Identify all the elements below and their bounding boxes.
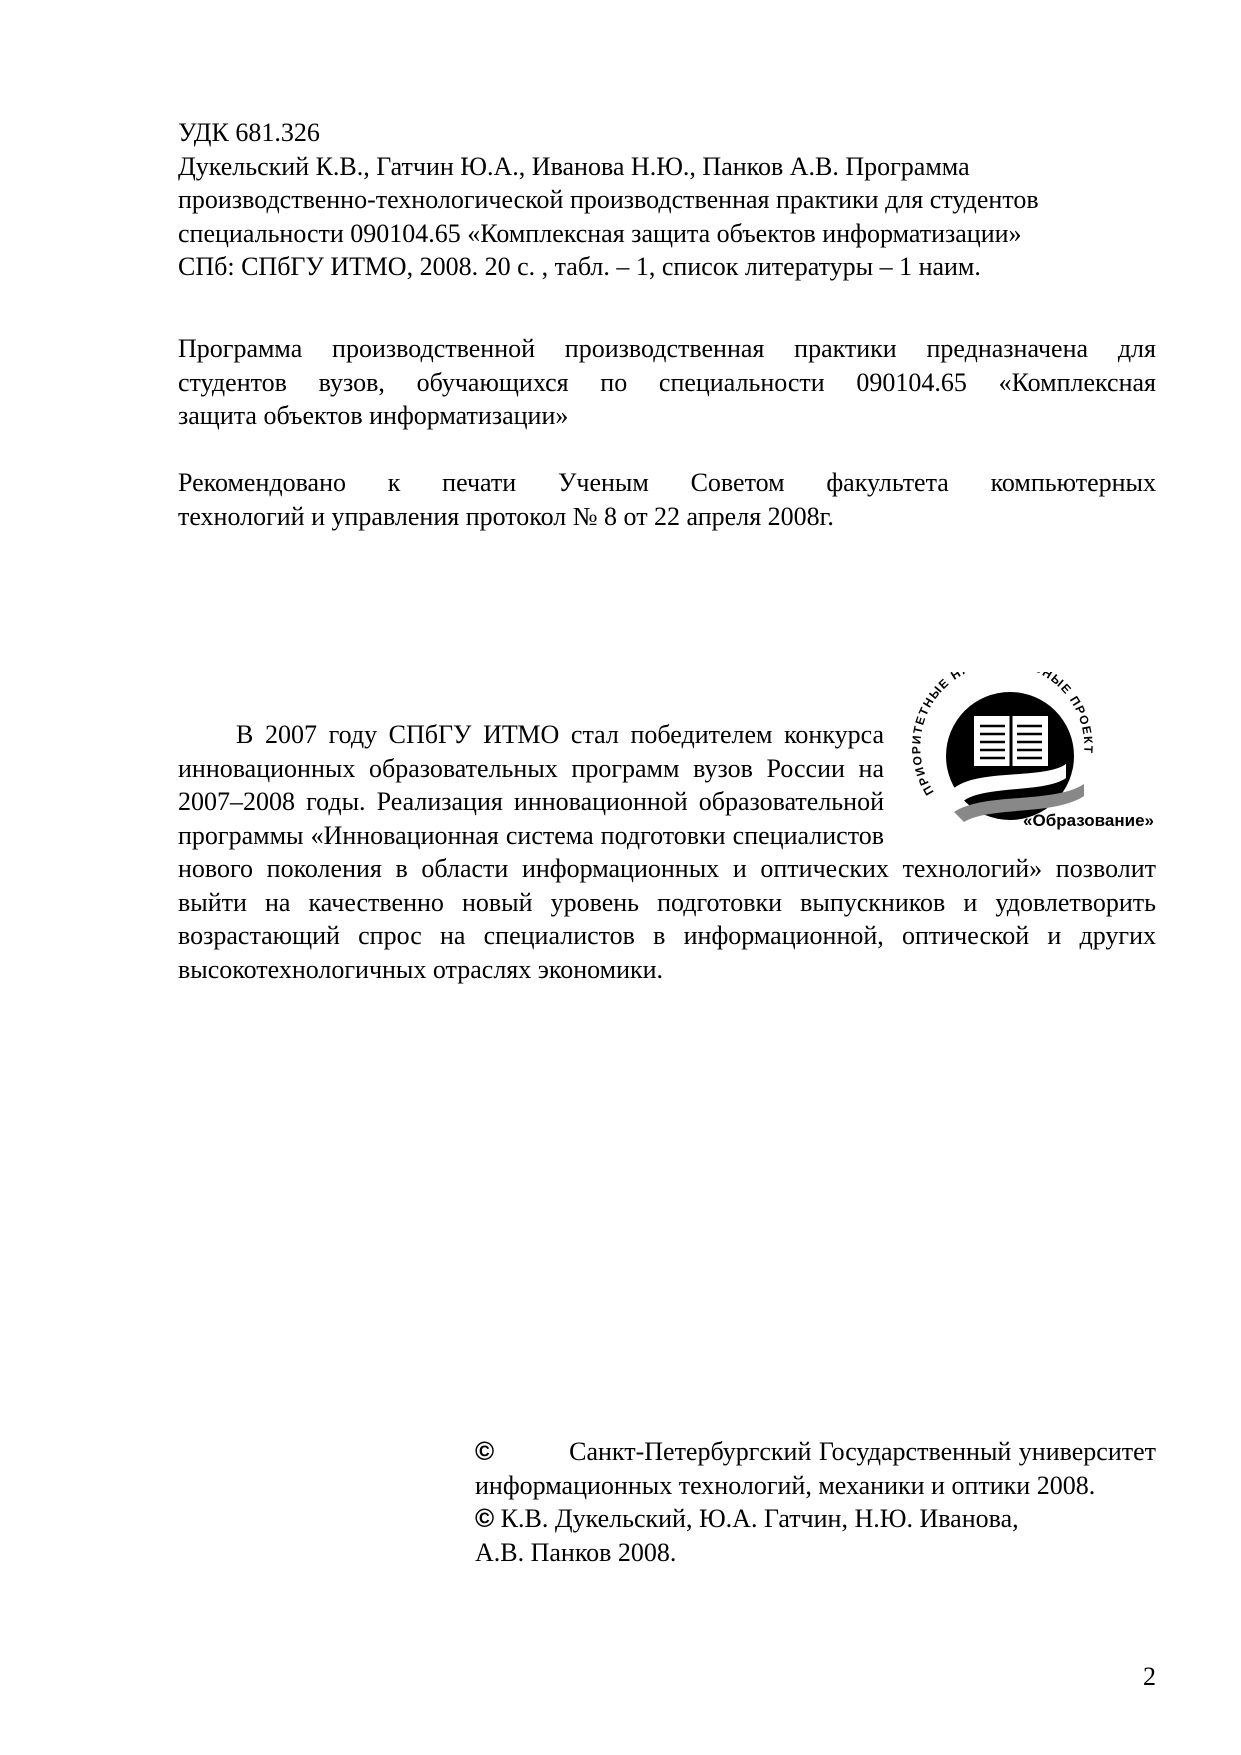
logo-caption: «Образование» bbox=[1023, 811, 1154, 830]
citation-line: Дукельский К.В., Гатчин Ю.А., Иванова Н.Ю., Панков А.В. Программа bbox=[178, 151, 970, 181]
page-number: 2 bbox=[1143, 1662, 1156, 1691]
copyright-university-text: Санкт-Петербургский Государственный университет информационных технологий, механики и оптики 2008. bbox=[475, 1437, 1157, 1500]
copyright-authors-line: А.В. Панков 2008. bbox=[475, 1537, 677, 1567]
national-projects-emblem-icon bbox=[894, 672, 1156, 834]
recommendation-line: технологий и управления протокол № 8 от 22 апреля 2008г. bbox=[178, 501, 834, 531]
education-logo bbox=[894, 672, 1156, 834]
citation-line: СПб: СПбГУ ИТМО, 2008. 20 с. , табл. – 1, список литературы – 1 наим. bbox=[178, 252, 981, 281]
abstract-line: защита объектов информатизации» bbox=[178, 401, 569, 430]
abstract-line: Программа производственной производственная практики предназначена для bbox=[178, 334, 1156, 363]
abstract-line: студентов вузов, обучающихся по специальности 090104.65 «Комплексная bbox=[178, 367, 1156, 397]
copyright-authors bbox=[475, 1502, 1156, 1536]
copyright-authors-line: К.В. Дукельский, Ю.А. Гатчин, Н.Ю. Иванова, bbox=[500, 1504, 1019, 1533]
logo-arc-text: ПРИОРИТЕТНЫЕ Н НЫЕ ПРОЕКТ bbox=[909, 672, 1096, 798]
udk-code: УДК 681.326 bbox=[178, 118, 320, 147]
recommendation bbox=[178, 466, 1156, 533]
copyright-university bbox=[475, 1435, 1156, 1502]
copyright-block bbox=[475, 1435, 1156, 1569]
bibliographic-header bbox=[178, 116, 1156, 284]
copyright-icon: © bbox=[475, 1503, 495, 1533]
citation-line: производственно-технологической производственная практики для студентов bbox=[178, 185, 1039, 214]
copyright-icon: © bbox=[475, 1436, 495, 1466]
abstract bbox=[178, 332, 1156, 433]
recommendation-line: Рекомендовано к печати Ученым Советом факультета компьютерных bbox=[178, 468, 1156, 497]
citation-line: специальности 090104.65 «Комплексная защита объектов информатизации» bbox=[178, 218, 1022, 248]
innovation-paragraph: В 2007 году СПбГУ ИТМО стал победителем конкурса инновационных образовательных программ вузов России на 2007–2008 годы. Реализация инновационной образовательной программы «Инновационная система подготовки специалистов нового поколения в области информационных и оптических технологий» позволит выйти на качественно новый уровень подготовки выпускников и удовлетворить возрастающий спрос на специалистов в информационной, оптической и других высокотехнологичных отраслях экономики. bbox=[178, 720, 1156, 984]
innovation-section bbox=[178, 672, 1156, 986]
